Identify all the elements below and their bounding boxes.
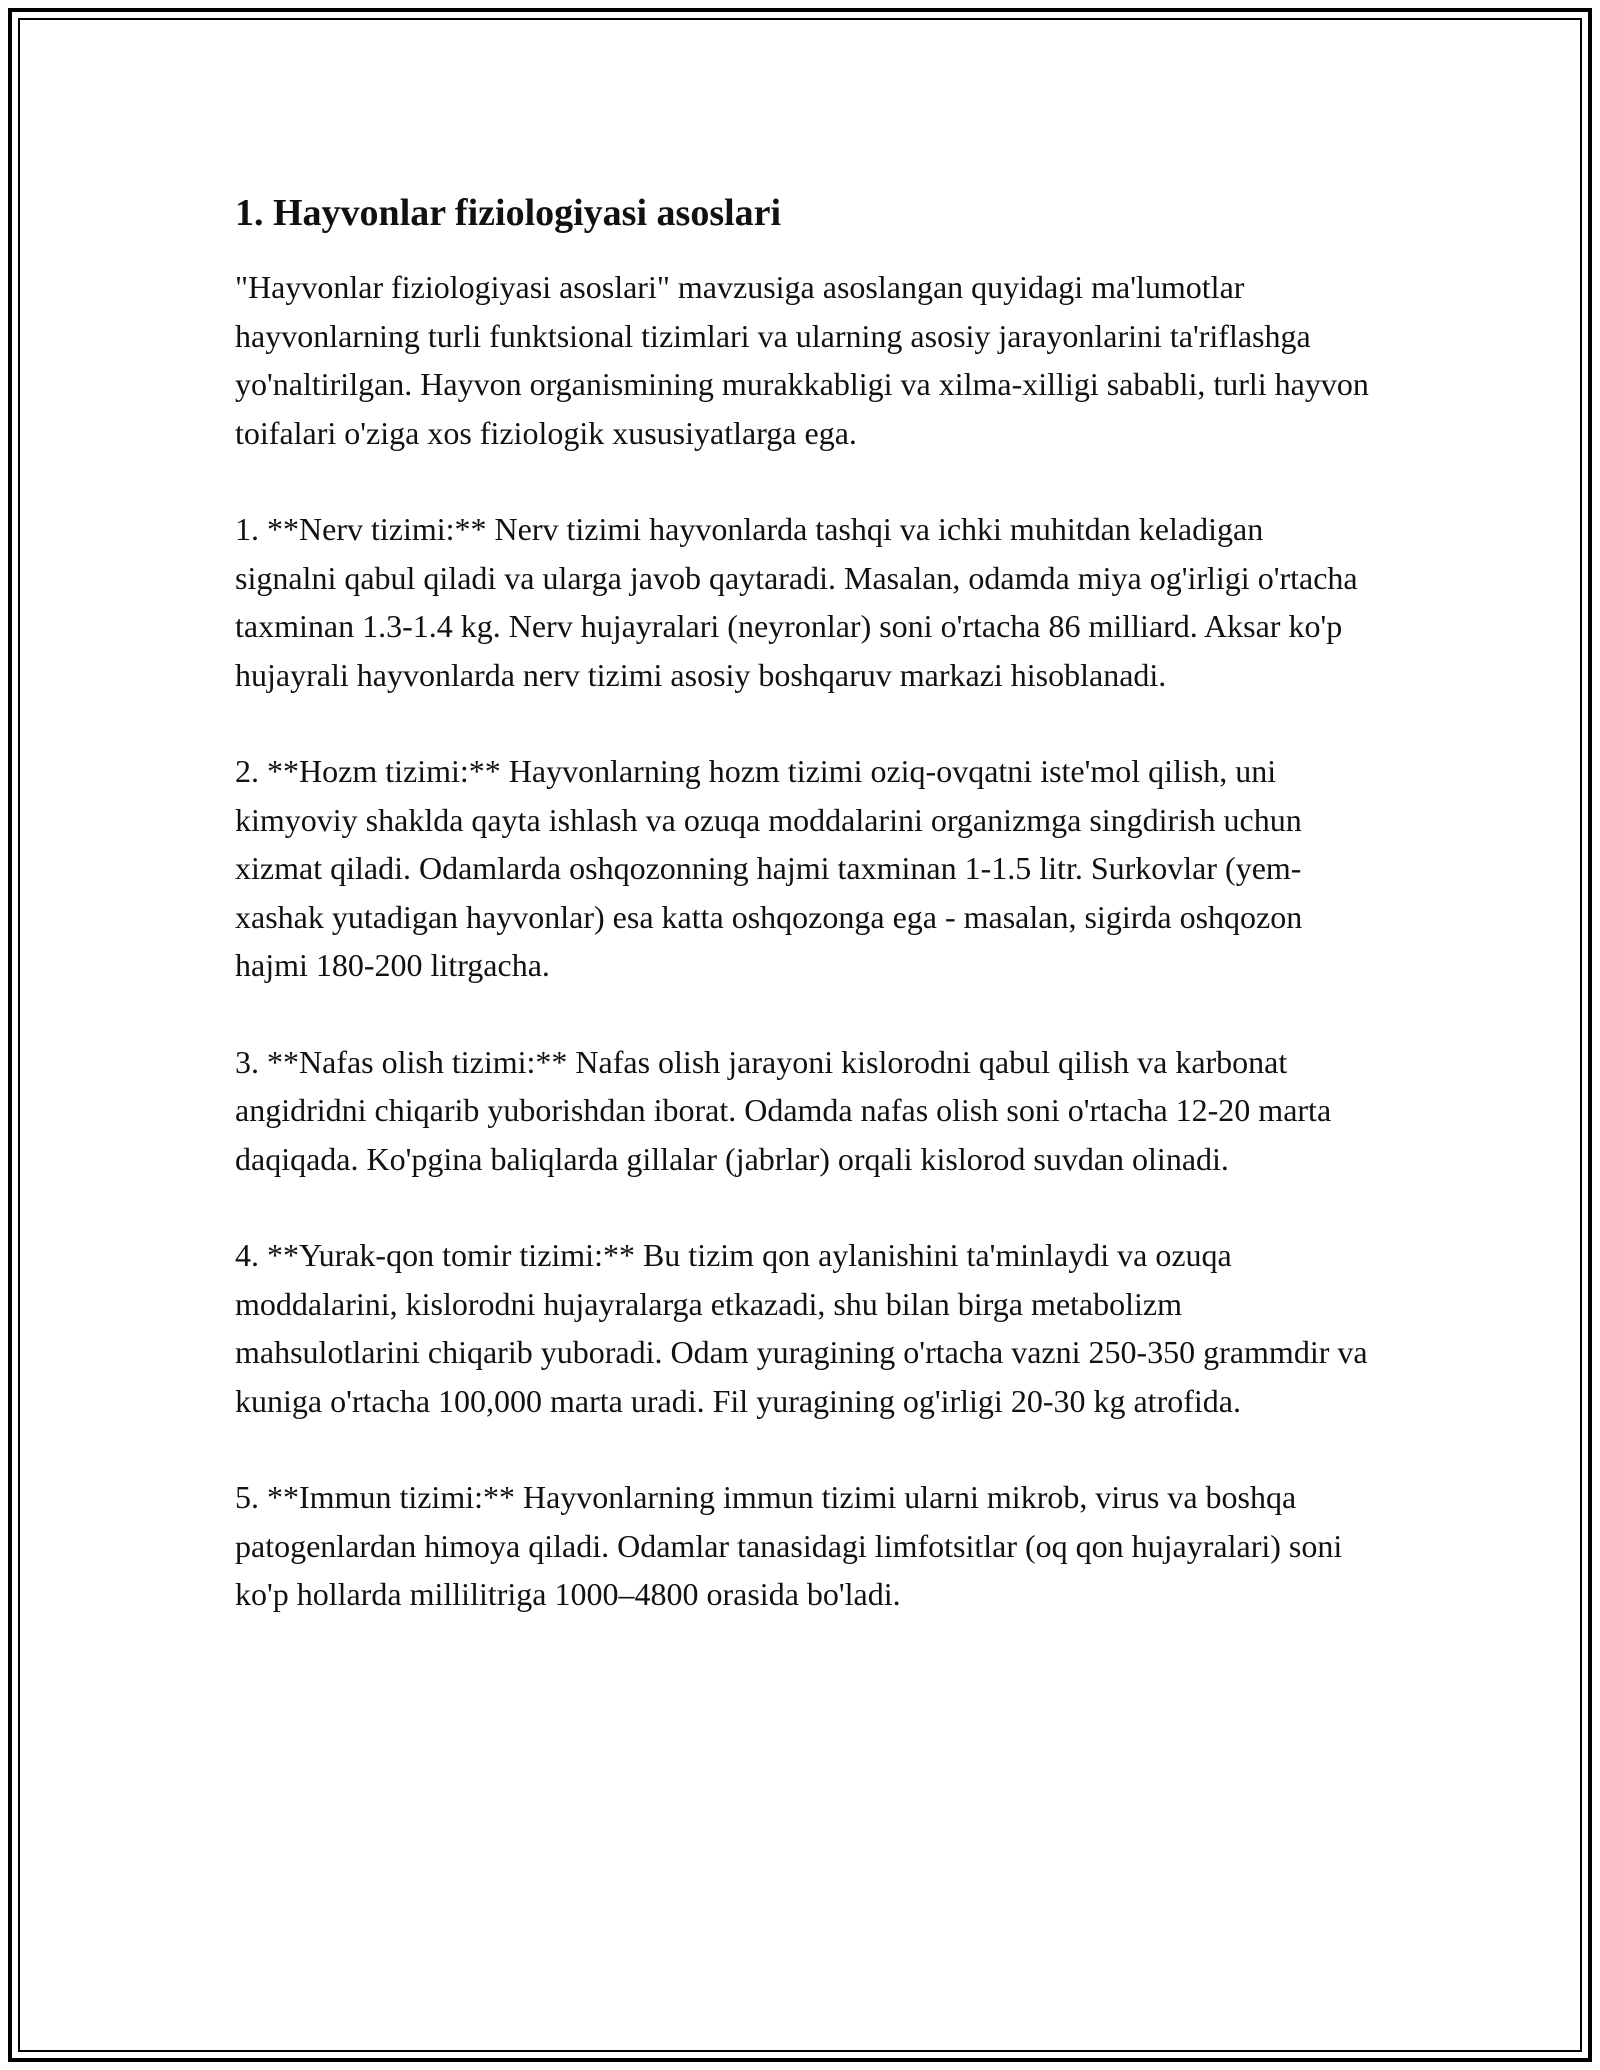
section-yurak-qon-tomir-tizimi: 4. **Yurak-qon tomir tizimi:** Bu tizim qon aylanishini ta'minlaydi va ozuqa moddalarini, kislorodni hujayralarga etkazadi, shu bilan birga metabolizm mahsulotlarini chiqarib yuboradi. Odam yuragining o'rtacha vazni 250-350 grammdir va kuniga o'rtacha 100,000 marta uradi. Fil yuragining og'irligi 20-30 kg atrofida. [235, 1237, 1368, 1419]
document-body [235, 185, 1370, 1667]
section-nafas-olish-tizimi: 3. **Nafas olish tizimi:** Nafas olish jarayoni kislorodni qabul qilish va karbonat angidridni chiqarib yuborishdan iborat. Odamda nafas olish soni o'rtacha 12-20 marta daqiqada. Ko'pgina baliqlarda gillalar (jabrlar) orqali kislorod suvdan olinadi. [235, 1043, 1332, 1177]
section-immun-tizimi: 5. **Immun tizimi:** Hayvonlarning immun tizimi ularni mikrob, virus va boshqa patogenlardan himoya qiladi. Odamlar tanasidagi limfotsitlar (oq qon hujayralari) soni ko'p hollarda millilitriga 1000–4800 orasida bo'ladi. [235, 1479, 1343, 1612]
section-nerv-tizimi: 1. **Nerv tizimi:** Nerv tizimi hayvonlarda tashqi va ichki muhitdan keladigan signalni qabul qiladi va ularga javob qaytaradi. Masalan, odamda miya og'irligi o'rtacha taxminan 1.3-1.4 kg. Nerv hujayralari (neyronlar) soni o'rtacha 86 milliard. Aksar ko'p hujayrali hayvonlarda nerv tizimi asosiy boshqaruv markazi hisoblanadi. [235, 511, 1358, 693]
intro-paragraph: "Hayvonlar fiziologiyasi asoslari" mavzusiga asoslangan quyidagi ma'lumotlar hayvonlarning turli funktsional tizimlari va ularning asosiy jarayonlarini ta'riflashga yo'naltirilgan. Hayvon organismining murakkabligi va xilma-xilligi sababli, turli hayvon toifalari o'ziga xos fiziologik xususiyatlarga ega. [235, 269, 1369, 451]
section-hozm-tizimi: 2. **Hozm tizimi:** Hayvonlarning hozm tizimi oziq-ovqatni iste'mol qilish, uni kimyoviy shaklda qayta ishlash va ozuqa moddalarini organizmga singdirish uchun xizmat qiladi. Odamlarda oshqozonning hajmi taxminan 1-1.5 litr. Surkovlar (yem-xashak yutadigan hayvonlar) esa katta oshqozonga ega - masalan, sigirda oshqozon hajmi 180-200 litrgacha. [235, 753, 1303, 983]
document-title: 1. Hayvonlar fiziologiyasi asoslari [235, 192, 782, 234]
